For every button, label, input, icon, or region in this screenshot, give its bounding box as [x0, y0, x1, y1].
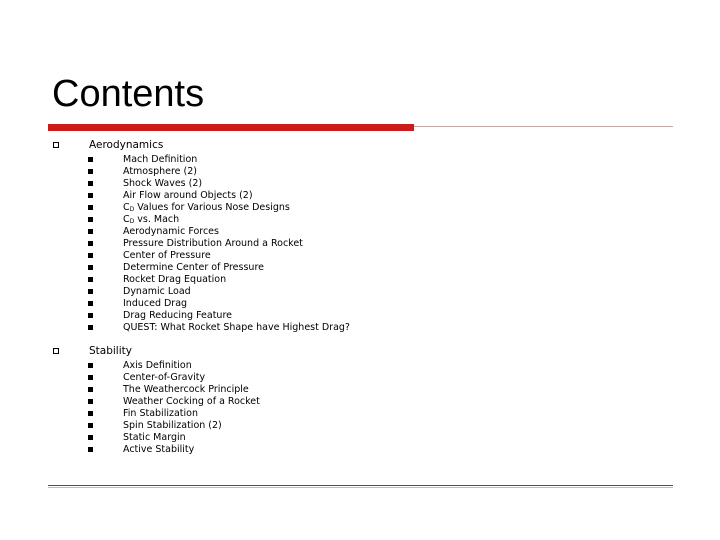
- section-aerodynamics: [50, 139, 690, 334]
- filled-square-bullet-icon: [88, 229, 93, 234]
- list-item: [50, 286, 690, 298]
- section-label: Aerodynamics: [89, 139, 164, 151]
- filled-square-bullet-icon: [88, 325, 93, 330]
- list-item: [50, 238, 690, 250]
- filled-square-bullet-icon: [88, 435, 93, 440]
- list-item-label: Shock Waves (2): [123, 178, 203, 189]
- list-item: [50, 396, 690, 408]
- list-item-label: Air Flow around Objects (2): [123, 190, 253, 201]
- list-item: [50, 274, 690, 286]
- section-label: Stability: [89, 345, 132, 357]
- list-item-label: $C_D$ vs. Mach: [123, 214, 180, 225]
- filled-square-bullet-icon: [88, 169, 93, 174]
- list-item-label: Static Margin: [123, 432, 186, 443]
- list-item: [50, 310, 690, 322]
- list-item-label: Rocket Drag Equation: [123, 274, 227, 285]
- section-stability: [50, 345, 690, 456]
- list-item: [50, 360, 690, 372]
- list-item: [50, 202, 690, 214]
- title-underline-accent: [48, 124, 414, 131]
- filled-square-bullet-icon: [88, 447, 93, 452]
- filled-square-bullet-icon: [88, 265, 93, 270]
- filled-square-bullet-icon: [88, 217, 93, 222]
- list-item-label: Axis Definition: [123, 360, 192, 371]
- filled-square-bullet-icon: [88, 423, 93, 428]
- list-item: [50, 154, 690, 166]
- hollow-square-bullet-icon: [53, 348, 59, 354]
- list-item: [50, 250, 690, 262]
- filled-square-bullet-icon: [88, 387, 93, 392]
- filled-square-bullet-icon: [88, 157, 93, 162]
- list-item: [50, 214, 690, 226]
- list-item: [50, 226, 690, 238]
- list-item: [50, 372, 690, 384]
- filled-square-bullet-icon: [88, 277, 93, 282]
- list-item-label: Weather Cocking of a Rocket: [123, 396, 260, 407]
- list-item: [50, 444, 690, 456]
- filled-square-bullet-icon: [88, 363, 93, 368]
- list-item: [50, 432, 690, 444]
- list-item: [50, 384, 690, 396]
- hollow-square-bullet-icon: [53, 142, 59, 148]
- filled-square-bullet-icon: [88, 289, 93, 294]
- footer-rule-red: [48, 485, 673, 486]
- list-item-label: Mach Definition: [123, 154, 198, 165]
- list-item-label: Induced Drag: [123, 298, 188, 309]
- filled-square-bullet-icon: [88, 241, 93, 246]
- footer-rule-gray: [48, 487, 673, 488]
- filled-square-bullet-icon: [88, 193, 93, 198]
- list-item-label: Active Stability: [123, 444, 195, 455]
- list-item: [50, 190, 690, 202]
- filled-square-bullet-icon: [88, 205, 93, 210]
- list-item: [50, 408, 690, 420]
- list-item: [50, 178, 690, 190]
- filled-square-bullet-icon: [88, 375, 93, 380]
- list-item-label: Spin Stabilization (2): [123, 420, 222, 431]
- filled-square-bullet-icon: [88, 399, 93, 404]
- list-item: [50, 262, 690, 274]
- list-item-label: The Weathercock Principle: [123, 384, 249, 395]
- list-item-label: QUEST: What Rocket Shape have Highest Drag?: [123, 322, 350, 333]
- list-item: [50, 166, 690, 178]
- list-item-label: Center of Pressure: [123, 250, 211, 261]
- list-item-label: Dynamic Load: [123, 286, 191, 297]
- filled-square-bullet-icon: [88, 253, 93, 258]
- list-item-label: Fin Stabilization: [123, 408, 198, 419]
- slide-title: Contents: [52, 73, 205, 115]
- filled-square-bullet-icon: [88, 313, 93, 318]
- list-item: [50, 322, 690, 334]
- list-item-label: Drag Reducing Feature: [123, 310, 232, 321]
- list-item-label: Determine Center of Pressure: [123, 262, 264, 273]
- list-item: [50, 298, 690, 310]
- list-item-label: $C_D$ Values for Various Nose Designs: [123, 202, 290, 213]
- list-item-label: Center-of-Gravity: [123, 372, 206, 383]
- section-header: [50, 139, 690, 153]
- list-item: [50, 420, 690, 432]
- stability-topic-list: [50, 360, 690, 456]
- filled-square-bullet-icon: [88, 301, 93, 306]
- section-header: [50, 345, 690, 359]
- filled-square-bullet-icon: [88, 181, 93, 186]
- list-item-label: Aerodynamic Forces: [123, 226, 219, 237]
- aerodynamics-topic-list: [50, 154, 690, 334]
- list-item-label: Atmosphere (2): [123, 166, 197, 177]
- list-item-label: Pressure Distribution Around a Rocket: [123, 238, 303, 249]
- filled-square-bullet-icon: [88, 411, 93, 416]
